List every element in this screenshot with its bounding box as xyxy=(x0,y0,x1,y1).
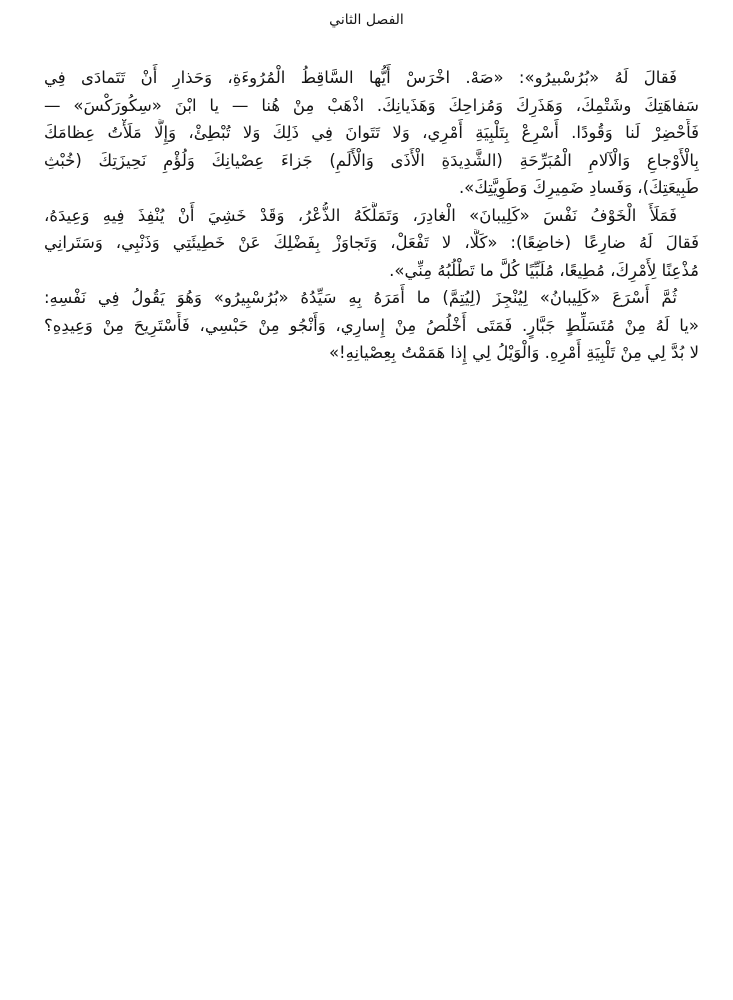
paragraph-3 xyxy=(44,284,699,367)
text-line: «يا لَهُ مِنْ مُتَسَلِّطٍ جَبَّارٍ. فَمَتَى أَخْلُصُ مِنْ إِسارِي، وَأَنْجُو مِنْ حَبْسِي، فَأَسْتَرِيحَ مِنْ وَعِيدِهِ؟ xyxy=(44,315,699,335)
text-line: لا بُدَّ لِي مِنْ تَلْبِيَةِ أَمْرِهِ. وَالْوَيْلُ لِي إِذا هَمَمْتُ بِعِصْيانِهِ!» xyxy=(328,343,699,362)
text-line: طَبِيعَتِكَ)، وَفَسادِ ضَمِيرِكَ وَطَوِيَّتِكَ». xyxy=(458,178,699,197)
text-line: فَقالَ لَهُ ضارِعًا (خاضِعًا): «كَلَّا، لا تَفْعَلْ، وَتَجاوَزْ بِفَضْلِكَ عَنْ خَطِيئَتِي وَذَنْبِي، وَسَتَرانِي xyxy=(44,233,699,252)
body-text xyxy=(44,64,699,367)
text-line: مُذْعِنًا لِأَمْرِكَ، مُطِيعًا، مُلَبِّيًا كُلَّ ما تَطْلُبُهُ مِنِّي». xyxy=(389,260,699,280)
text-line: بِالْأَوْجاعِ وَالْآلامِ الْمُبَرِّحَةِ (الشَّدِيدَةِ الْأَذَى وَالْأَلَمِ) جَزاءَ عِصْيانِكَ وَلُؤْمِ نَحِيزَتِكَ (خُبْثِ xyxy=(44,150,699,170)
text-line: فَقالَ لَهُ «بُرُسْبيرُو»: «صَهْ. اخْرَسْ أَيُّها السَّاقِطُ الْمُرُوءَةِ، وَحَذارِ أَنْ تَتَمادَى فِي xyxy=(44,68,677,87)
text-line: فَأَحْضِرْ لَنا وَقُودًا. أَسْرِعْ بِتَلْبِيَةِ أَمْرِي، وَلا تَتَوانَ فِي ذَلِكَ وَلا تُبْطِئْ، وَإِلَّا مَلَأْتُ عِظامَكَ xyxy=(44,123,699,142)
text-line: ثُمَّ أَسْرَعَ «كَلِيبانُ» لِيُنْجِزَ (لِيُتِمَّ) ما أَمَرَهُ بِهِ سَيِّدُهُ «بُرُسْبِيرُو» وَهُوَ يَقُولُ فِي نَفْسِهِ: xyxy=(44,288,677,307)
text-line: سَفاهَتِكَ وشَتْمِكَ، وَهَذَرِكَ وَمُزاحِكَ وَهَذَيانِكَ. اذْهَبْ مِنْ هُنا — يا ابْنَ «سِكُورَكْسَ» — xyxy=(44,95,699,115)
text-line: فَمَلَأَ الْخَوْفُ نَفْسَ «كَلِيبانَ» الْغادِرَ، وَتَمَلَّكَهُ الذُّعْرُ، وَقَدْ خَشِيَ أَنْ يُنْفِذَ فِيهِ وَعِيدَهُ، xyxy=(44,205,677,225)
chapter-title: الفصل الثاني xyxy=(329,12,404,28)
paragraph-1 xyxy=(44,64,699,202)
paragraph-2 xyxy=(44,202,699,285)
